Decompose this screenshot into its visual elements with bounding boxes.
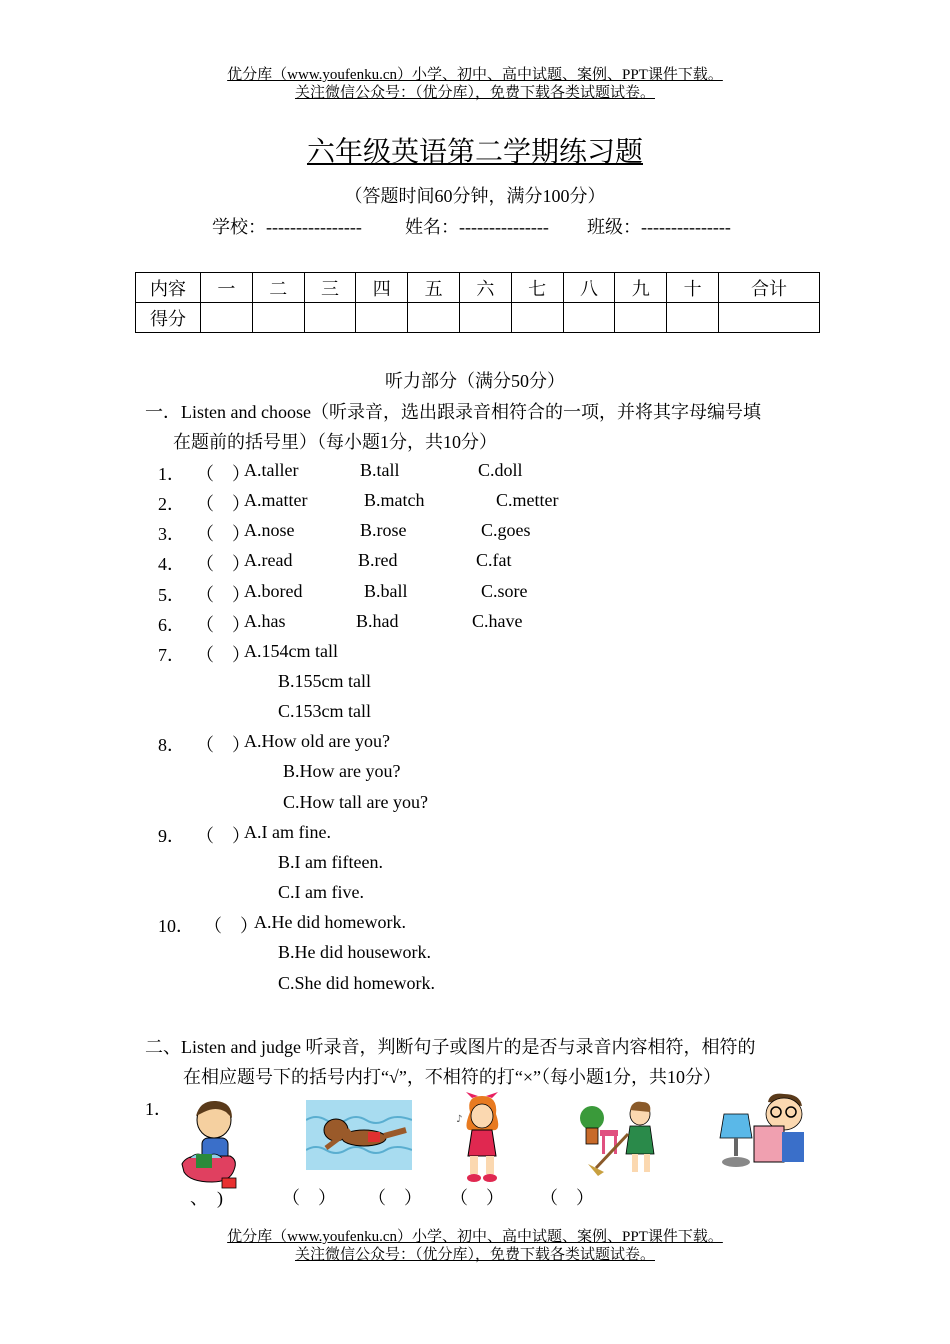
option-c: C.153cm tall (278, 701, 371, 721)
option-b: B.He did housework. (278, 942, 431, 962)
table-cell: 七 (511, 273, 563, 303)
option-c: C.have (472, 611, 523, 631)
table-cell: 二 (252, 273, 304, 303)
table-cell: 四 (356, 273, 408, 303)
section1-instructions-1: 一．Listen and choose（听录音，选出跟录音相符合的一项，并将其字母编号填 (145, 402, 761, 422)
option-c: C.metter (496, 490, 559, 510)
option-b: B.rose (360, 520, 407, 540)
table-cell: 三 (304, 273, 356, 303)
score-input-cell[interactable] (459, 303, 511, 333)
answer-paren[interactable]: （ ） (282, 1188, 336, 1208)
table-cell: 内容 (136, 273, 201, 303)
boy-washing-clothes-picture (176, 1098, 248, 1192)
section2-instructions-1: 二、Listen and judge 听录音，判断句子或图片的是否与录音内容相符，相符的 (145, 1037, 756, 1057)
score-input-cell[interactable] (356, 303, 408, 333)
option-a: A.has (244, 611, 286, 631)
option-a: A.read (244, 550, 293, 570)
question-number: 6． (158, 615, 185, 635)
option-c: C.sore (481, 581, 528, 601)
option-b: B.had (356, 611, 399, 631)
answer-paren[interactable]: （ ） (196, 826, 250, 846)
option-a: A.bored (244, 581, 303, 601)
option-c: C.I am five. (278, 882, 364, 902)
answer-paren[interactable]: （ ） (196, 494, 250, 514)
option-a: A.154cm tall (244, 641, 338, 661)
option-b: B.match (364, 490, 425, 510)
answer-paren[interactable]: （ ） (196, 464, 250, 484)
answer-paren[interactable]: （ ） (196, 554, 250, 574)
question-number: 2． (158, 494, 185, 514)
score-input-cell[interactable] (563, 303, 615, 333)
table-cell: 九 (615, 273, 667, 303)
answer-paren[interactable]: （ ） (196, 735, 250, 755)
answer-paren[interactable]: （ ） (196, 645, 250, 665)
question-number: 4． (158, 554, 185, 574)
section2-instructions-2: 在相应题号下的括号内打“√”，不相符的打“×”（每小题1分，共10分） (183, 1067, 721, 1087)
answer-paren[interactable]: （ ） (450, 1188, 504, 1208)
score-input-cell[interactable] (511, 303, 563, 333)
name-field: 姓名：--------------- (405, 217, 549, 237)
table-cell: 一 (201, 273, 253, 303)
girl-sweeping-picture (578, 1100, 662, 1178)
option-b: B.red (358, 550, 398, 570)
score-input-cell[interactable] (408, 303, 460, 333)
table-cell: 六 (459, 273, 511, 303)
boy-swimming-picture (306, 1100, 412, 1170)
answer-paren[interactable]: （ ） (368, 1188, 422, 1208)
score-input-cell[interactable] (718, 303, 819, 333)
boy-reading-picture (718, 1092, 808, 1172)
option-c: C.She did homework. (278, 973, 435, 993)
footer-line-1[interactable]: 优分库（www.youfenku.cn）小学、初中、高中试题、案例、PPT课件下载。 (227, 1229, 723, 1245)
score-table-header-row (136, 273, 820, 303)
answer-paren[interactable]: （ ） (196, 585, 250, 605)
subtitle: （答题时间60分钟，满分100分） (344, 186, 606, 206)
table-cell: 得分 (136, 303, 201, 333)
question-number: 3． (158, 524, 185, 544)
option-b: B.155cm tall (278, 671, 371, 691)
option-c: C.doll (478, 460, 523, 480)
score-input-cell[interactable] (201, 303, 253, 333)
question-number: 7． (158, 645, 185, 665)
class-field: 班级：--------------- (587, 217, 731, 237)
score-input-cell[interactable] (304, 303, 356, 333)
option-c: C.fat (476, 550, 512, 570)
answer-paren[interactable]: （ ） (196, 615, 250, 635)
section2-question-number: 1． (145, 1099, 172, 1119)
listening-header: 听力部分（满分50分） (385, 371, 565, 391)
page-title: 六年级英语第二学期练习题 (306, 137, 643, 168)
section1-instructions-2: 在题前的括号里）（每小题1分，共10分） (173, 432, 497, 452)
answer-paren[interactable]: （ ） (204, 916, 258, 936)
header-line-1[interactable]: 优分库（www.youfenku.cn）小学、初中、高中试题、案例、PPT课件下载。 (227, 67, 723, 83)
score-input-cell[interactable] (615, 303, 667, 333)
option-c: C.How tall are you? (283, 792, 428, 812)
option-a: A.nose (244, 520, 295, 540)
table-cell: 合计 (718, 273, 819, 303)
answer-paren[interactable]: （ ） (196, 524, 250, 544)
table-cell: 十 (667, 273, 719, 303)
option-c: C.goes (481, 520, 531, 540)
score-table (135, 272, 820, 333)
svg-text:♪: ♪ (456, 1114, 463, 1125)
option-a: A.matter (244, 490, 308, 510)
option-a: A.How old are you? (244, 731, 390, 751)
option-b: B.ball (364, 581, 408, 601)
option-b: B.tall (360, 460, 400, 480)
question-number: 9． (158, 826, 185, 846)
answer-paren[interactable]: 、 ) (190, 1188, 223, 1208)
school-field: 学校：---------------- (212, 217, 362, 237)
option-b: B.How are you? (283, 761, 401, 781)
question-number: 8． (158, 735, 185, 755)
score-input-cell[interactable] (667, 303, 719, 333)
score-table-score-row (136, 303, 820, 333)
table-cell: 八 (563, 273, 615, 303)
girl-singing-picture (452, 1092, 512, 1186)
answer-paren[interactable]: （ ） (540, 1188, 594, 1208)
question-number: 1． (158, 464, 185, 484)
header-line-2: 关注微信公众号：（优分库），免费下载各类试题试卷。 (294, 85, 655, 101)
table-cell: 五 (408, 273, 460, 303)
question-number: 10． (158, 916, 194, 936)
question-number: 5． (158, 585, 185, 605)
option-b: B.I am fifteen. (278, 852, 383, 872)
footer-line-2: 关注微信公众号：（优分库），免费下载各类试题试卷。 (294, 1247, 655, 1263)
option-a: A.He did homework. (254, 912, 406, 932)
option-a: A.I am fine. (244, 822, 331, 842)
score-input-cell[interactable] (252, 303, 304, 333)
option-a: A.taller (244, 460, 299, 480)
